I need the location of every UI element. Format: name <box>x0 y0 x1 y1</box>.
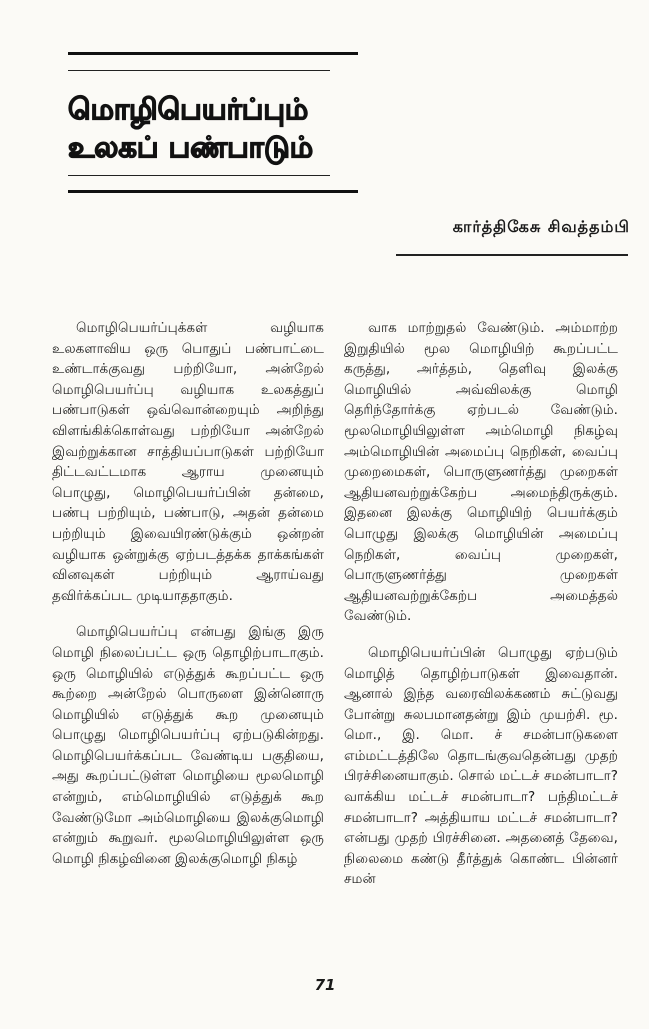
bottom-rule-2 <box>68 190 358 193</box>
left-column <box>52 318 324 885</box>
page-number: 71 <box>314 976 336 994</box>
author-underline <box>396 254 628 256</box>
article-title <box>68 90 368 166</box>
right-paragraph-1: வாக மாற்றுதல் வேண்டும். அம்மாற்ற இறுதியில் மூல மொழியிற் கூறப்பட்ட கருத்து, அர்த்தம், தெளிவு இலக்கு மொழியில் அவ்விலக்கு மொழி தெரிந்தோர்க்கு ஏற்படல் வேண்டும். மூலமொழியிலுள்ள அம்மொழி நிகழ்வு அம்மொழியின் அமைப்பு நெறிகள், வைப்பு முறைமைகள், பொருளுணர்த்து முறைகள் ஆதியனவற்றுக்கேற்ப அமைந்திருக்கும். இதனை இலக்கு மொழியிற் பெயர்க்கும் பொழுது இலக்கு மொழியின் அமைப்பு நெறிகள், வைப்பு முறைகள், பொருளுணர்த்து முறைகள் ஆதியனவற்றுக்கேற்ப அமைத்தல் வேண்டும். <box>344 320 618 625</box>
left-paragraph-1: மொழிபெயர்ப்புக்கள் வழியாக உலகளாவிய ஒரு பொதுப் பண்பாட்டை உண்டாக்குவது பற்றியோ, அன்றேல் மொழிபெயர்ப்பு வழியாக உலகத்துப் பண்பாடுகள் ஒவ்வொன்றையும் அறிந்து விளங்கிக்கொள்வது பற்றியோ அன்றேல் இவற்றுக்கான சாத்தியப்பாடுகள் பற்றியோ திட்டவட்டமாக ஆராய முனையும் பொழுது, மொழிபெயர்ப்பின் தன்மை, பண்பு பற்றியும், பண்பாடு, அதன் தன்மை பற்றியும் இவையிரண்டுக்கும் ஒன்றன் வழியாக ஒன்றுக்கு ஏற்படத்தக்க தாக்கங்கள் வினவுகள் பற்றியும் ஆராய்வது தவிர்க்கப்பட முடியாததாகும். <box>52 320 324 604</box>
bottom-rule-1 <box>68 175 330 176</box>
top-rule-1 <box>68 52 358 55</box>
top-rule-2 <box>68 70 330 71</box>
author-name: கார்த்திகேசு சிவத்தம்பி <box>452 217 630 236</box>
right-column <box>344 318 618 906</box>
left-paragraph-2: மொழிபெயர்ப்பு என்பது இங்கு இரு மொழி நிலைப்பட்ட ஒரு தொழிற்பாடாகும். ஒரு மொழியில் எடுத்துக் கூறப்பட்ட ஒரு கூற்றை அன்றேல் பொருளை இன்னொரு மொழியில் எடுத்துக் கூற முனையும் பொழுது மொழிபெயர்ப்பு ஏற்படுகின்றது. மொழிபெயர்க்கப்பட வேண்டிய பகுதியை, அது கூறப்பட்டுள்ள மொழியை மூலமொழி என்றும், எம்மொழியில் எடுத்துக் கூற வேண்டுமோ அம்மொழியை இலக்குமொழி என்றும் கூறுவர். மூலமொழியிலுள்ள ஒரு மொழி நிகழ்வினை இலக்குமொழி நிகழ் <box>52 624 324 867</box>
right-paragraph-2: மொழிபெயர்ப்பின் பொழுது ஏற்படும் மொழித் தொழிற்பாடுகள் இவைதான். ஆனால் இந்த வரைவிலக்கணம் சுட்டுவது போன்று சுலபமானதன்று இம் முயற்சி. மூ. மொ., இ. மொ. ச் சமன்பாடுகளை எம்மட்டத்திலே தொடங்குவதென்பது முதற் பிரச்சினையாகும். சொல் மட்டச் சமன்பாடா? வாக்கிய மட்டச் சமன்பாடா? பந்திமட்டச் சமன்பாடா? அத்தியாய மட்டச் சமன்பாடா? என்பது முதற் பிரச்சினை. அதனைத் தேவை, நிலைமை கண்டு தீர்த்துக் கொண்ட பின்னர் சமன் <box>344 644 618 888</box>
title-line-1: மொழிபெயர்ப்பும் <box>68 92 309 126</box>
title-line-2: உலகப் பண்பாடும் <box>68 130 314 164</box>
